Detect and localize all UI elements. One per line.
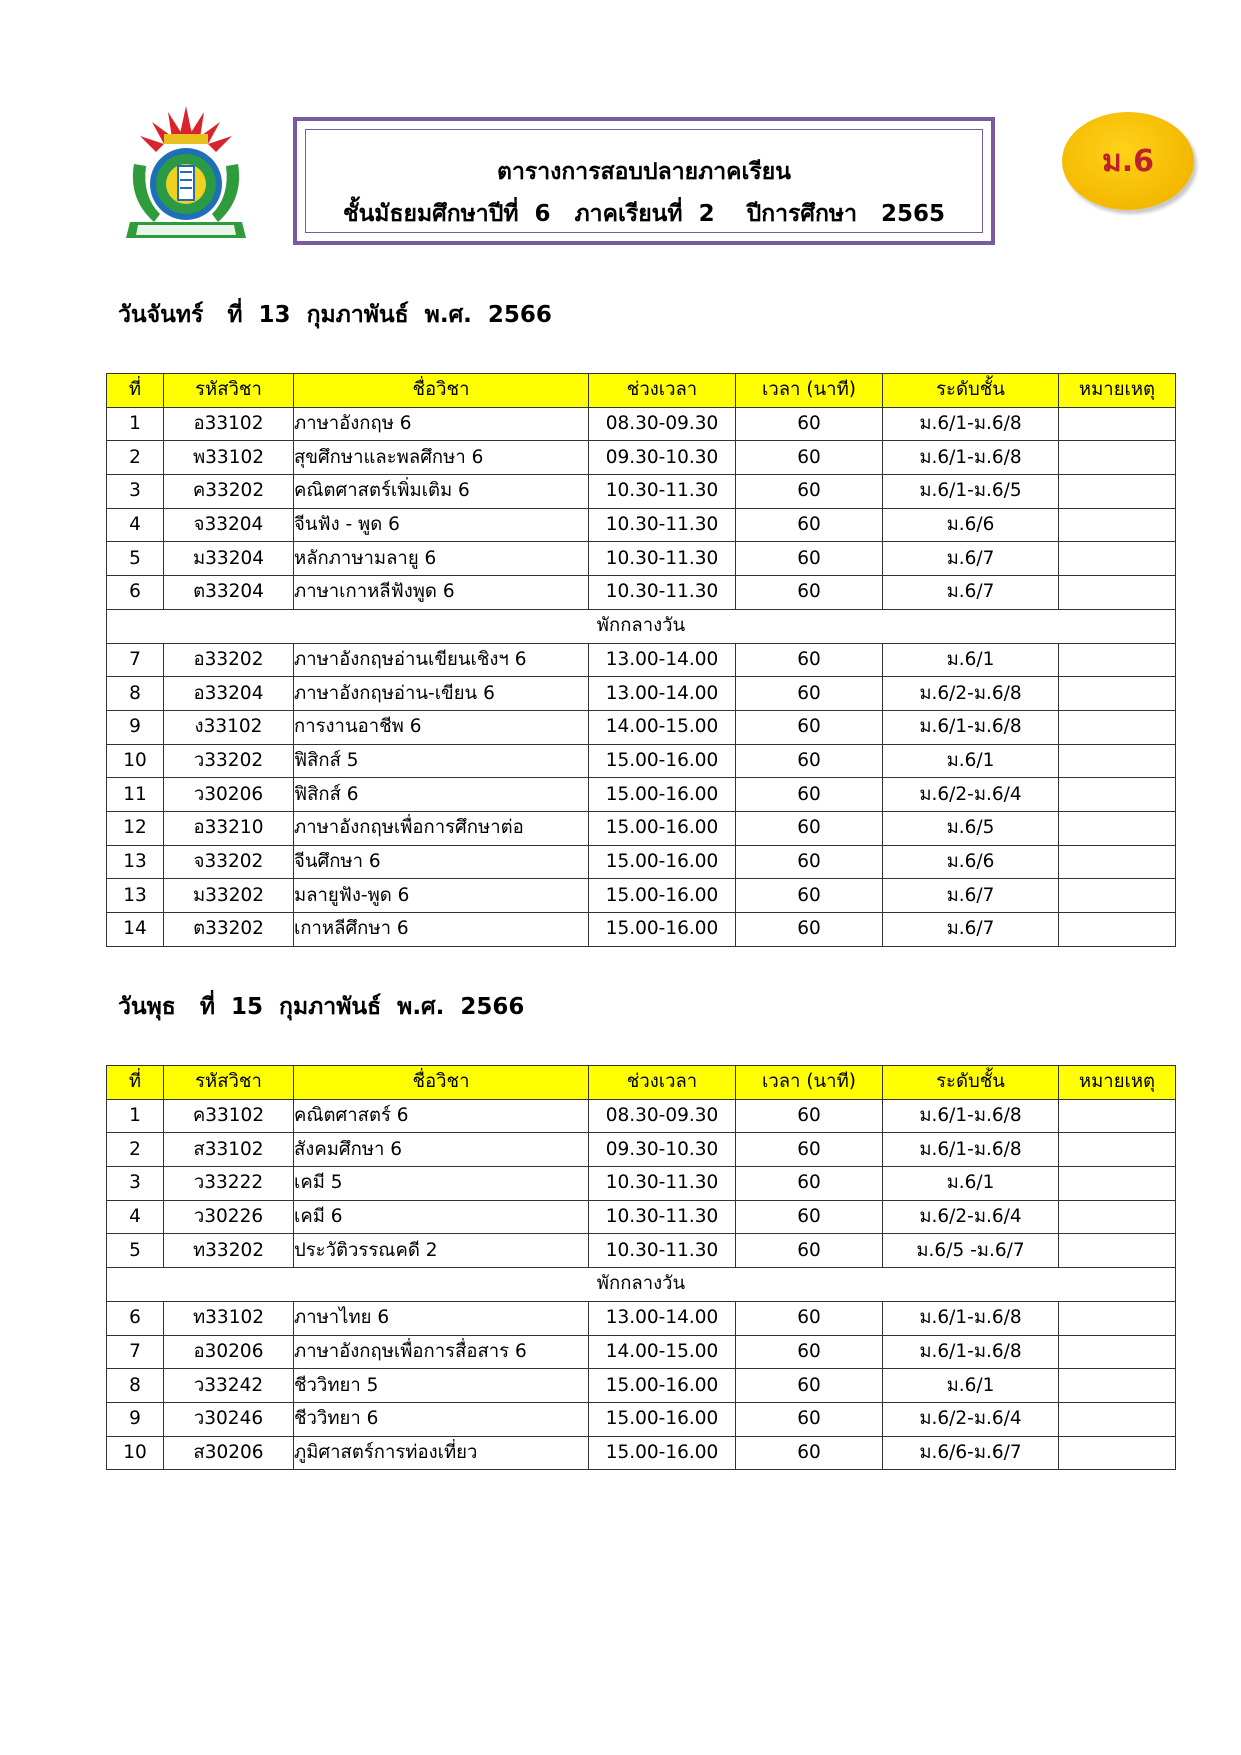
duration-minutes: 60 bbox=[736, 1402, 883, 1436]
subject-name: ฟิสิกส์ 5 bbox=[294, 744, 589, 778]
time-range: 15.00-16.00 bbox=[589, 778, 736, 812]
subject-code: จ33202 bbox=[164, 845, 294, 879]
class-level: ม.6/7 bbox=[883, 913, 1059, 947]
class-level: ม.6/1-ม.6/8 bbox=[883, 1301, 1059, 1335]
subject-code: อ33202 bbox=[164, 643, 294, 677]
remark bbox=[1059, 677, 1176, 711]
row-number: 9 bbox=[107, 1402, 164, 1436]
duration-minutes: 60 bbox=[736, 576, 883, 610]
table-row bbox=[107, 475, 1176, 509]
table-row bbox=[107, 744, 1176, 778]
duration-minutes: 60 bbox=[736, 778, 883, 812]
remark bbox=[1059, 913, 1176, 947]
time-range: 10.30-11.30 bbox=[589, 475, 736, 509]
class-level: ม.6/2-ม.6/4 bbox=[883, 778, 1059, 812]
row-number: 8 bbox=[107, 677, 164, 711]
table-row bbox=[107, 811, 1176, 845]
subject-code: ต33202 bbox=[164, 913, 294, 947]
table-row bbox=[107, 576, 1176, 610]
class-level: ม.6/6-ม.6/7 bbox=[883, 1436, 1059, 1470]
duration-minutes: 60 bbox=[736, 407, 883, 441]
row-number: 4 bbox=[107, 508, 164, 542]
subject-name: มลายูฟัง-พูด 6 bbox=[294, 879, 589, 913]
subject-code: ส30206 bbox=[164, 1436, 294, 1470]
subject-name: จีนฟัง - พูด 6 bbox=[294, 508, 589, 542]
subject-code: ท33102 bbox=[164, 1301, 294, 1335]
title-inner-frame bbox=[305, 129, 983, 233]
time-range: 15.00-16.00 bbox=[589, 913, 736, 947]
subject-code: ง33102 bbox=[164, 710, 294, 744]
class-level: ม.6/2-ม.6/4 bbox=[883, 1402, 1059, 1436]
subject-name: คณิตศาสตร์เพิ่มเติม 6 bbox=[294, 475, 589, 509]
exam-table-1 bbox=[106, 373, 1176, 947]
subject-name: ภาษาอังกฤษ 6 bbox=[294, 407, 589, 441]
table-row bbox=[107, 643, 1176, 677]
class-level: ม.6/1 bbox=[883, 1369, 1059, 1403]
table-row bbox=[107, 1369, 1176, 1403]
class-level: ม.6/1-ม.6/8 bbox=[883, 710, 1059, 744]
subject-name: สุขศึกษาและพลศึกษา 6 bbox=[294, 441, 589, 475]
subject-code: อ33210 bbox=[164, 811, 294, 845]
row-number: 11 bbox=[107, 778, 164, 812]
subject-name: ภาษาอังกฤษอ่านเขียนเชิงฯ 6 bbox=[294, 643, 589, 677]
time-range: 15.00-16.00 bbox=[589, 845, 736, 879]
time-range: 10.30-11.30 bbox=[589, 1200, 736, 1234]
remark bbox=[1059, 811, 1176, 845]
remark bbox=[1059, 1402, 1176, 1436]
exam-table-2 bbox=[106, 1065, 1176, 1470]
row-number: 3 bbox=[107, 475, 164, 509]
remark bbox=[1059, 744, 1176, 778]
subject-code: อ30206 bbox=[164, 1335, 294, 1369]
remark bbox=[1059, 441, 1176, 475]
remark bbox=[1059, 1369, 1176, 1403]
column-header-remark: หมายเหตุ bbox=[1059, 374, 1176, 408]
duration-minutes: 60 bbox=[736, 508, 883, 542]
time-range: 15.00-16.00 bbox=[589, 879, 736, 913]
class-level: ม.6/1-ม.6/8 bbox=[883, 441, 1059, 475]
row-number: 4 bbox=[107, 1200, 164, 1234]
duration-minutes: 60 bbox=[736, 677, 883, 711]
remark bbox=[1059, 1133, 1176, 1167]
duration-minutes: 60 bbox=[736, 845, 883, 879]
table-row bbox=[107, 677, 1176, 711]
time-range: 13.00-14.00 bbox=[589, 1301, 736, 1335]
subject-name: เคมี 6 bbox=[294, 1200, 589, 1234]
row-number: 5 bbox=[107, 542, 164, 576]
table-row bbox=[107, 1301, 1176, 1335]
time-range: 15.00-16.00 bbox=[589, 1436, 736, 1470]
time-range: 10.30-11.30 bbox=[589, 508, 736, 542]
subject-code: จ33204 bbox=[164, 508, 294, 542]
row-number: 10 bbox=[107, 1436, 164, 1470]
subject-name: สังคมศึกษา 6 bbox=[294, 1133, 589, 1167]
page-subtitle: ชั้นมัธยมศึกษาปีที่ 6 ภาคเรียนที่ 2 ปีการศึกษา 2565 bbox=[342, 201, 946, 227]
row-number: 6 bbox=[107, 576, 164, 610]
column-header-remark: หมายเหตุ bbox=[1059, 1066, 1176, 1100]
remark bbox=[1059, 1234, 1176, 1268]
time-range: 09.30-10.30 bbox=[589, 1133, 736, 1167]
day-heading-2: วันพุธ ที่ 15 กุมภาพันธ์ พ.ศ. 2566 bbox=[118, 994, 525, 1020]
time-range: 09.30-10.30 bbox=[589, 441, 736, 475]
remark bbox=[1059, 845, 1176, 879]
duration-minutes: 60 bbox=[736, 1200, 883, 1234]
column-header-subject-name: ชื่อวิชา bbox=[294, 374, 589, 408]
class-level: ม.6/1-ม.6/8 bbox=[883, 1099, 1059, 1133]
table-row bbox=[107, 441, 1176, 475]
duration-minutes: 60 bbox=[736, 1167, 883, 1201]
subject-code: ต33204 bbox=[164, 576, 294, 610]
row-number: 1 bbox=[107, 407, 164, 441]
subject-name: เคมี 5 bbox=[294, 1167, 589, 1201]
time-range: 08.30-09.30 bbox=[589, 1099, 736, 1133]
subject-code: ท33202 bbox=[164, 1234, 294, 1268]
table-row bbox=[107, 1335, 1176, 1369]
subject-code: ว33222 bbox=[164, 1167, 294, 1201]
grade-badge bbox=[1062, 112, 1194, 210]
subject-code: พ33102 bbox=[164, 441, 294, 475]
subject-code: อ33102 bbox=[164, 407, 294, 441]
column-header-class-level: ระดับชั้น bbox=[883, 374, 1059, 408]
duration-minutes: 60 bbox=[736, 441, 883, 475]
duration-minutes: 60 bbox=[736, 1335, 883, 1369]
duration-minutes: 60 bbox=[736, 1234, 883, 1268]
title-box bbox=[293, 117, 995, 245]
table-row bbox=[107, 1167, 1176, 1201]
subject-name: ภาษาอังกฤษเพื่อการศึกษาต่อ bbox=[294, 811, 589, 845]
subject-code: ม33204 bbox=[164, 542, 294, 576]
remark bbox=[1059, 1200, 1176, 1234]
subject-name: การงานอาชีพ 6 bbox=[294, 710, 589, 744]
row-number: 2 bbox=[107, 1133, 164, 1167]
column-header-row-number: ที่ bbox=[107, 1066, 164, 1100]
time-range: 10.30-11.30 bbox=[589, 1234, 736, 1268]
row-number: 1 bbox=[107, 1099, 164, 1133]
subject-code: ค33102 bbox=[164, 1099, 294, 1133]
duration-minutes: 60 bbox=[736, 1301, 883, 1335]
table-row bbox=[107, 1402, 1176, 1436]
row-number: 2 bbox=[107, 441, 164, 475]
time-range: 15.00-16.00 bbox=[589, 1402, 736, 1436]
row-number: 8 bbox=[107, 1369, 164, 1403]
table-row bbox=[107, 1234, 1176, 1268]
column-header-duration-minutes: เวลา (นาที) bbox=[736, 374, 883, 408]
table-header-row bbox=[107, 374, 1176, 408]
row-number: 10 bbox=[107, 744, 164, 778]
class-level: ม.6/7 bbox=[883, 576, 1059, 610]
row-number: 13 bbox=[107, 879, 164, 913]
class-level: ม.6/1-ม.6/5 bbox=[883, 475, 1059, 509]
row-number: 14 bbox=[107, 913, 164, 947]
duration-minutes: 60 bbox=[736, 643, 883, 677]
subject-code: ว30206 bbox=[164, 778, 294, 812]
subject-name: ชีววิทยา 6 bbox=[294, 1402, 589, 1436]
remark bbox=[1059, 576, 1176, 610]
duration-minutes: 60 bbox=[736, 1099, 883, 1133]
column-header-subject-code: รหัสวิชา bbox=[164, 374, 294, 408]
duration-minutes: 60 bbox=[736, 475, 883, 509]
table-row bbox=[107, 913, 1176, 947]
duration-minutes: 60 bbox=[736, 542, 883, 576]
column-header-subject-code: รหัสวิชา bbox=[164, 1066, 294, 1100]
duration-minutes: 60 bbox=[736, 710, 883, 744]
table-row bbox=[107, 879, 1176, 913]
remark bbox=[1059, 542, 1176, 576]
table-row bbox=[107, 845, 1176, 879]
duration-minutes: 60 bbox=[736, 1436, 883, 1470]
duration-minutes: 60 bbox=[736, 879, 883, 913]
school-emblem-icon bbox=[124, 104, 248, 244]
table-header-row bbox=[107, 1066, 1176, 1100]
subject-name: ภูมิศาสตร์การท่องเที่ยว bbox=[294, 1436, 589, 1470]
duration-minutes: 60 bbox=[736, 744, 883, 778]
class-level: ม.6/6 bbox=[883, 845, 1059, 879]
time-range: 15.00-16.00 bbox=[589, 1369, 736, 1403]
remark bbox=[1059, 407, 1176, 441]
row-number: 7 bbox=[107, 643, 164, 677]
table-row bbox=[107, 542, 1176, 576]
remark bbox=[1059, 710, 1176, 744]
subject-name: เกาหลีศึกษา 6 bbox=[294, 913, 589, 947]
remark bbox=[1059, 1436, 1176, 1470]
subject-code: อ33204 bbox=[164, 677, 294, 711]
column-header-time-range: ช่วงเวลา bbox=[589, 1066, 736, 1100]
row-number: 5 bbox=[107, 1234, 164, 1268]
class-level: ม.6/1 bbox=[883, 744, 1059, 778]
subject-code: ม33202 bbox=[164, 879, 294, 913]
remark bbox=[1059, 1301, 1176, 1335]
time-range: 14.00-15.00 bbox=[589, 1335, 736, 1369]
table-row bbox=[107, 778, 1176, 812]
table-row bbox=[107, 1200, 1176, 1234]
row-number: 9 bbox=[107, 710, 164, 744]
subject-name: ชีววิทยา 5 bbox=[294, 1369, 589, 1403]
subject-name: ภาษาเกาหลีฟังพูด 6 bbox=[294, 576, 589, 610]
row-number: 6 bbox=[107, 1301, 164, 1335]
column-header-duration-minutes: เวลา (นาที) bbox=[736, 1066, 883, 1100]
class-level: ม.6/1-ม.6/8 bbox=[883, 407, 1059, 441]
subject-code: ว33242 bbox=[164, 1369, 294, 1403]
remark bbox=[1059, 643, 1176, 677]
time-range: 15.00-16.00 bbox=[589, 811, 736, 845]
lunch-break-row bbox=[107, 609, 1176, 643]
table-row bbox=[107, 1133, 1176, 1167]
time-range: 15.00-16.00 bbox=[589, 744, 736, 778]
time-range: 08.30-09.30 bbox=[589, 407, 736, 441]
time-range: 14.00-15.00 bbox=[589, 710, 736, 744]
page-title: ตารางการสอบปลายภาคเรียน bbox=[497, 159, 791, 185]
row-number: 7 bbox=[107, 1335, 164, 1369]
subject-code: ส33102 bbox=[164, 1133, 294, 1167]
subject-name: ภาษาไทย 6 bbox=[294, 1301, 589, 1335]
time-range: 10.30-11.30 bbox=[589, 542, 736, 576]
remark bbox=[1059, 778, 1176, 812]
subject-code: ว30246 bbox=[164, 1402, 294, 1436]
day-heading-1: วันจันทร์ ที่ 13 กุมภาพันธ์ พ.ศ. 2566 bbox=[118, 302, 552, 328]
table-row bbox=[107, 1099, 1176, 1133]
time-range: 13.00-14.00 bbox=[589, 643, 736, 677]
duration-minutes: 60 bbox=[736, 1369, 883, 1403]
time-range: 10.30-11.30 bbox=[589, 576, 736, 610]
table-row bbox=[107, 710, 1176, 744]
class-level: ม.6/6 bbox=[883, 508, 1059, 542]
subject-name: ภาษาอังกฤษเพื่อการสื่อสาร 6 bbox=[294, 1335, 589, 1369]
class-level: ม.6/5 -ม.6/7 bbox=[883, 1234, 1059, 1268]
grade-badge-label: ม.6 bbox=[1101, 143, 1155, 179]
column-header-row-number: ที่ bbox=[107, 374, 164, 408]
subject-name: ฟิสิกส์ 6 bbox=[294, 778, 589, 812]
subject-name: ภาษาอังกฤษอ่าน-เขียน 6 bbox=[294, 677, 589, 711]
class-level: ม.6/5 bbox=[883, 811, 1059, 845]
row-number: 12 bbox=[107, 811, 164, 845]
class-level: ม.6/1 bbox=[883, 643, 1059, 677]
class-level: ม.6/1 bbox=[883, 1167, 1059, 1201]
lunch-break-label: พักกลางวัน bbox=[107, 1268, 1176, 1302]
lunch-break-label: พักกลางวัน bbox=[107, 609, 1176, 643]
remark bbox=[1059, 1335, 1176, 1369]
lunch-break-row bbox=[107, 1268, 1176, 1302]
subject-code: ค33202 bbox=[164, 475, 294, 509]
column-header-time-range: ช่วงเวลา bbox=[589, 374, 736, 408]
remark bbox=[1059, 1099, 1176, 1133]
time-range: 10.30-11.30 bbox=[589, 1167, 736, 1201]
table-row bbox=[107, 1436, 1176, 1470]
class-level: ม.6/2-ม.6/8 bbox=[883, 677, 1059, 711]
class-level: ม.6/1-ม.6/8 bbox=[883, 1335, 1059, 1369]
remark bbox=[1059, 879, 1176, 913]
class-level: ม.6/7 bbox=[883, 879, 1059, 913]
row-number: 13 bbox=[107, 845, 164, 879]
subject-code: ว30226 bbox=[164, 1200, 294, 1234]
time-range: 13.00-14.00 bbox=[589, 677, 736, 711]
class-level: ม.6/7 bbox=[883, 542, 1059, 576]
subject-name: คณิตศาสตร์ 6 bbox=[294, 1099, 589, 1133]
duration-minutes: 60 bbox=[736, 1133, 883, 1167]
table-row bbox=[107, 508, 1176, 542]
column-header-class-level: ระดับชั้น bbox=[883, 1066, 1059, 1100]
table-row bbox=[107, 407, 1176, 441]
remark bbox=[1059, 475, 1176, 509]
remark bbox=[1059, 508, 1176, 542]
class-level: ม.6/1-ม.6/8 bbox=[883, 1133, 1059, 1167]
subject-name: จีนศึกษา 6 bbox=[294, 845, 589, 879]
remark bbox=[1059, 1167, 1176, 1201]
class-level: ม.6/2-ม.6/4 bbox=[883, 1200, 1059, 1234]
duration-minutes: 60 bbox=[736, 913, 883, 947]
subject-name: หลักภาษามลายู 6 bbox=[294, 542, 589, 576]
row-number: 3 bbox=[107, 1167, 164, 1201]
subject-name: ประวัติวรรณคดี 2 bbox=[294, 1234, 589, 1268]
column-header-subject-name: ชื่อวิชา bbox=[294, 1066, 589, 1100]
subject-code: ว33202 bbox=[164, 744, 294, 778]
duration-minutes: 60 bbox=[736, 811, 883, 845]
